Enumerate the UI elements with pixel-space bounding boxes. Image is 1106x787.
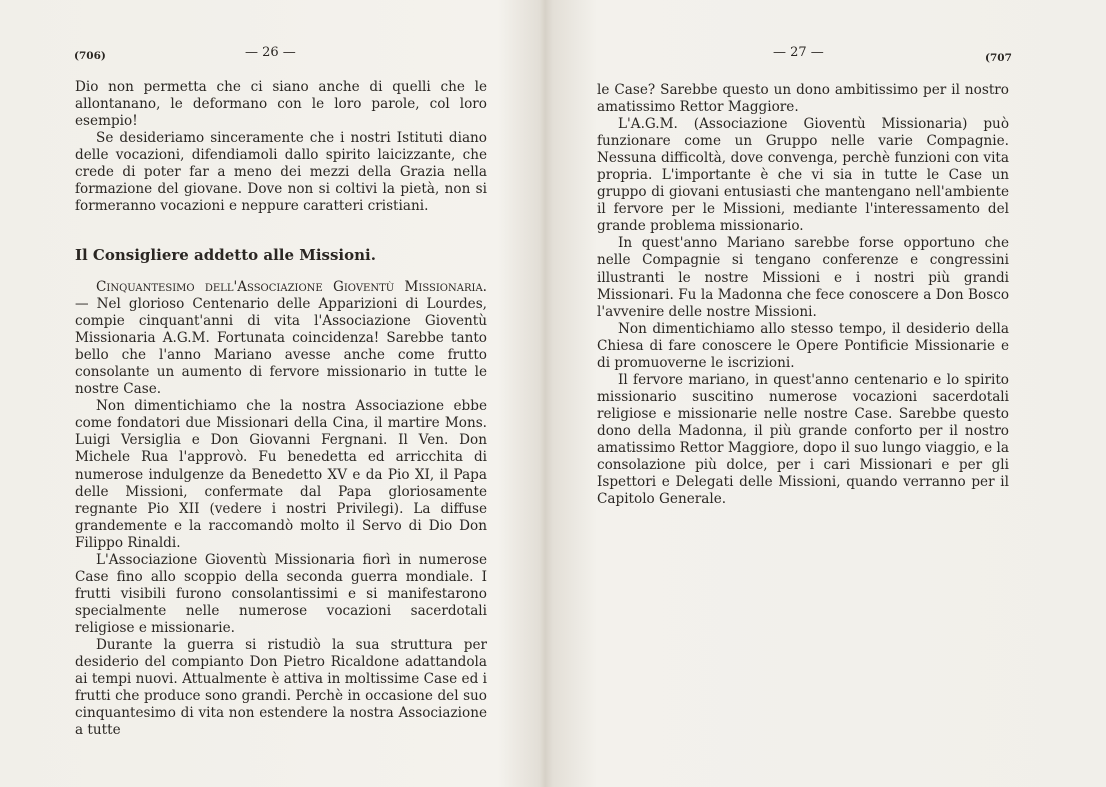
paragraph: L'Associazione Gioventù Missionaria fiorì in numerose Case fino allo scoppio della seconda guerra mondiale. I frutti visibili furono consolantissimi e si manifestarono specialmente nelle numerose vocazioni sacerdotali religiose e missionarie. <box>75 551 487 636</box>
folio-right: — 27 — <box>773 45 824 60</box>
page-number-left: (706) <box>74 50 106 62</box>
page-number-right: (707 <box>985 52 1012 64</box>
right-page <box>548 0 1106 787</box>
paragraph: L'A.G.M. (Associazione Gioventù Missionaria) può funzionare come un Gruppo nelle varie Compagnie. Nessuna difficoltà, dove convenga, perchè funzioni con vita propria. L'importante è che vi sia in tutte le Case un gruppo di giovani entusiasti che mantengano nell'ambiente il fervore per le Missioni, mediante l'interessamento del grande problema missionario. <box>597 116 1009 235</box>
paragraph: Dio non permetta che ci siano anche di quelli che le allontanano, le deformano con le loro parole, col loro esempio! <box>75 79 487 130</box>
paragraph: Durante la guerra si ristudiò la sua struttura per desiderio del compianto Don Pietro Ricaldone adattandola ai tempi nuovi. Attualmente è attiva in moltissime Case ed i frutti che produce sono grandi. Perchè in occasione del suo cinquantesimo di vita non estendere la nostra Associazione a tutte <box>75 636 487 739</box>
left-section-text <box>75 279 487 739</box>
paragraph: le Case? Sarebbe questo un dono ambitissimo per il nostro amatissimo Rettor Maggiore. <box>597 82 1009 116</box>
left-top-text <box>75 79 487 215</box>
paragraph: Il fervore mariano, in quest'anno centenario e lo spirito missionario suscitino numerose vocazioni sacerdotali religiose e missionarie nelle nostre Case. Sarebbe questo dono della Madonna, il più grande conforto per il nostro amatissimo Rettor Maggiore, dopo il suo lungo viaggio, e la consolazione più dolce, per i cari Missionari e per gli Ispettori e Delegati delle Missioni, quando verranno per il Capitolo Generale. <box>597 371 1009 508</box>
section-lead: — Nel glorioso Centenario delle Apparizioni di Lourdes, compie cinquant'anni di vita l'Associazione Gioventù Missionaria A.G.M. Fortunata coincidenza! Sarebbe tanto bello che l'anno Mariano avesse anche come frutto consolante un aumento di fervore missionario in tutte le nostre Case. <box>75 296 487 398</box>
section-title: Cinquantesimo dell'Associazione Gioventù Missionaria. <box>96 279 487 295</box>
left-page <box>0 0 548 787</box>
folio-left: — 26 — <box>245 45 296 60</box>
right-text <box>597 82 1009 508</box>
paragraph: Se desideriamo sinceramente che i nostri Istituti diano delle vocazioni, difendiamoli dallo spirito laicizzante, che crede di poter far a meno dei mezzi della Grazia nella formazione del giovane. Dove non si coltivi la pietà, non si formeranno vocazioni e neppure caratteri cristiani. <box>75 130 487 215</box>
paragraph: Non dimentichiamo allo stesso tempo, il desiderio della Chiesa di fare conoscere le Opere Pontificie Missionarie e di promuoverne le iscrizioni. <box>597 320 1009 371</box>
paragraph: Non dimentichiamo che la nostra Associazione ebbe come fondatori due Missionari della Cina, il martire Mons. Luigi Versiglia e Don Giovanni Fergnani. Il Ven. Don Michele Rua l'approvò. Fu benedetta ed arricchita di numerose indulgenze da Benedetto XV e da Pio XI, il Papa delle Missioni, confermate dal Papa gloriosamente regnante Pio XII (vedere i nostri Privilegi). La diffuse grandemente e la raccomandò molto il Servo di Dio Don Filippo Rinaldi. <box>75 398 487 551</box>
section-heading: Il Consigliere addetto alle Missioni. <box>75 246 376 264</box>
paragraph: In quest'anno Mariano sarebbe forse opportuno che nelle Compagnie si tengano conferenze e congressini illustranti le nostre Missioni e i nostri più grandi Missionari. Fu la Madonna che fece conoscere a Don Bosco l'avvenire delle nostre Missioni. <box>597 235 1009 320</box>
